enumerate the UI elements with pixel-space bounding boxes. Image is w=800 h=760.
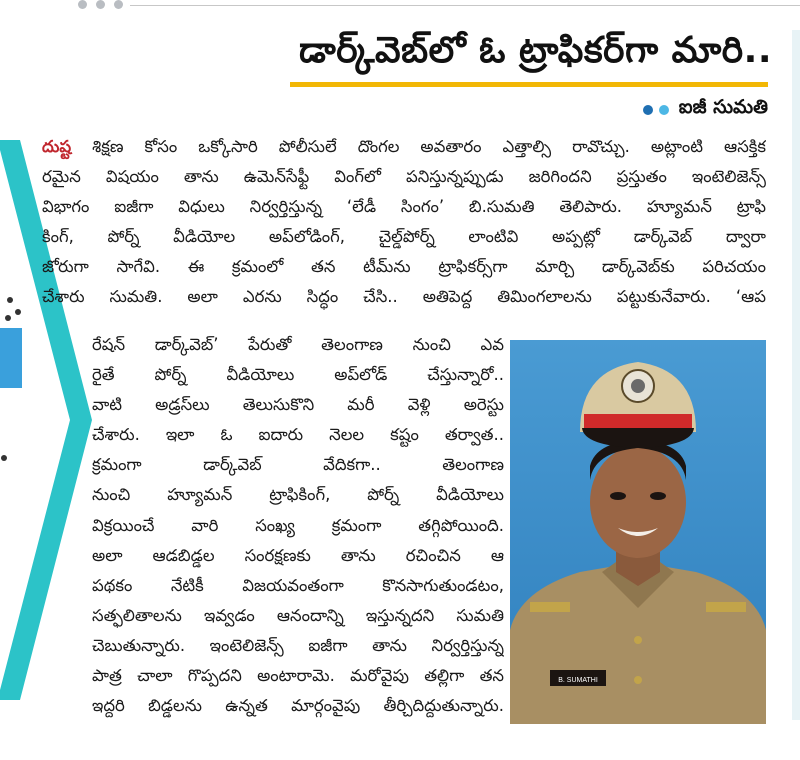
- officer-illustration: [510, 340, 766, 724]
- body-line: రైతే పోర్న్ వీడియోలు అప్‌లోడ్ చేస్తున్నారో..: [92, 365, 504, 385]
- officer-photo: [510, 340, 766, 724]
- dot-mark: [5, 315, 11, 321]
- body-line: సత్ఫలితాలను ఇవ్వడం ఆనందాన్ని ఇస్తున్నదని సుమతి: [92, 605, 504, 625]
- body-line: కింగ్, పోర్న్ వీడియోల అప్‌లోడింగ్, చైల్డ్‌పోర్న్ లాంటివి అప్పట్లో డార్క్‌వెబ్ ద్వారా: [42, 227, 766, 246]
- body-line: చేశారు. ఇలా ఓ ఐదారు నెలల కష్టం తర్వాత..: [92, 425, 504, 445]
- dot-mark: [7, 297, 13, 303]
- byline: [600, 96, 768, 123]
- body-line: రమైన విషయం తాను ఉమెన్‌సేఫ్టీ వింగ్‌లో పనిస్తున్నప్పుడు జరిగిందని ప్రస్తుతం ఇంటెలిజెన్స్: [42, 167, 766, 186]
- body-line: పాత్ర చాలా గొప్పదని అంటారామె. మరోవైపు తల్లిగా తన: [92, 666, 504, 686]
- blue-block: [0, 328, 22, 388]
- name-tag: B. SUMATHI: [558, 677, 598, 684]
- dot-icon: [114, 0, 123, 9]
- body-line: [42, 132, 766, 162]
- body-line: జోరుగా సాగేవి. ఈ క్రమంలో తన టీమ్‌ను ట్రాఫికర్స్‌గా మార్చి డార్క్‌వెబ్‌కు పరిచయం: [42, 257, 766, 276]
- dot-mark: [15, 309, 21, 315]
- body-line: విభాగం ఐజీగా విధులు నిర్వర్తిస్తున్న ‘లేడీ సింగం’ బి.సుమతి తెలిపారు. హ్యూమన్ ట్రాఫి: [42, 197, 766, 216]
- top-rule: [130, 5, 800, 6]
- body-line: ఇద్దరి బిడ్డలను ఉన్నత మార్గంవైపు తీర్చిదిద్దుతున్నారు.: [92, 696, 504, 716]
- title-underline: [290, 82, 768, 87]
- article-title: డార్క్‌వెబ్‌లో ఓ ట్రాఫికర్‌గా మారి..: [298, 30, 772, 71]
- author-name: ఐజీ సుమతి: [678, 96, 768, 118]
- right-edge-strip: [792, 30, 800, 720]
- body-line: నుంచి హ్యూమన్ ట్రాఫికింగ్, పోర్న్ వీడియోలు: [92, 485, 504, 505]
- body-line: చేశారు సుమతి. అలా ఎరను సిద్ధం చేసి.. అతిపెద్ద తిమింగలాలను పట్టుకునేవారు. ‘ఆప: [42, 287, 766, 306]
- byline-dot-icon: [659, 105, 669, 115]
- body-line-text: శిక్షణ కోసం ఒక్కోసారి పోలీసులే దొంగల అవతారం ఎత్తాల్సి రావొచ్చు. అట్లాంటి ఆసక్తిక: [92, 137, 766, 156]
- drop-word: దుష్ట: [42, 137, 72, 156]
- body-line: పథకం నేటికీ విజయవంతంగా కొనసాగుతుండటం,: [92, 575, 504, 595]
- body-line: వాటి అడ్రస్‌లు తెలుసుకొని మరీ వెళ్లి అరెస్టు: [92, 395, 504, 415]
- body-line: అలా ఆడబిడ్డల సంరక్షణకు తాను రచించిన ఆ: [92, 545, 504, 565]
- byline-dot-icon: [643, 105, 653, 115]
- body-line: విక్రయించే వారి సంఖ్య క్రమంగా తగ్గిపోయింది.: [92, 515, 504, 535]
- article-body-top: [42, 132, 766, 312]
- body-line: క్రమంగా డార్క్‌వెబ్ వేదికగా.. తెలంగాణ: [92, 455, 504, 475]
- dot-mark: [1, 455, 7, 461]
- article-body-column: [92, 330, 504, 721]
- body-line: రేషన్ డార్క్‌వెబ్’ పేరుతో తెలంగాణ నుంచి ఎవ: [92, 335, 504, 354]
- body-line: చెబుతున్నారు. ఇంటెలిజెన్స్ ఐజీగా తాను నిర్వర్తిస్తున్న: [92, 635, 504, 655]
